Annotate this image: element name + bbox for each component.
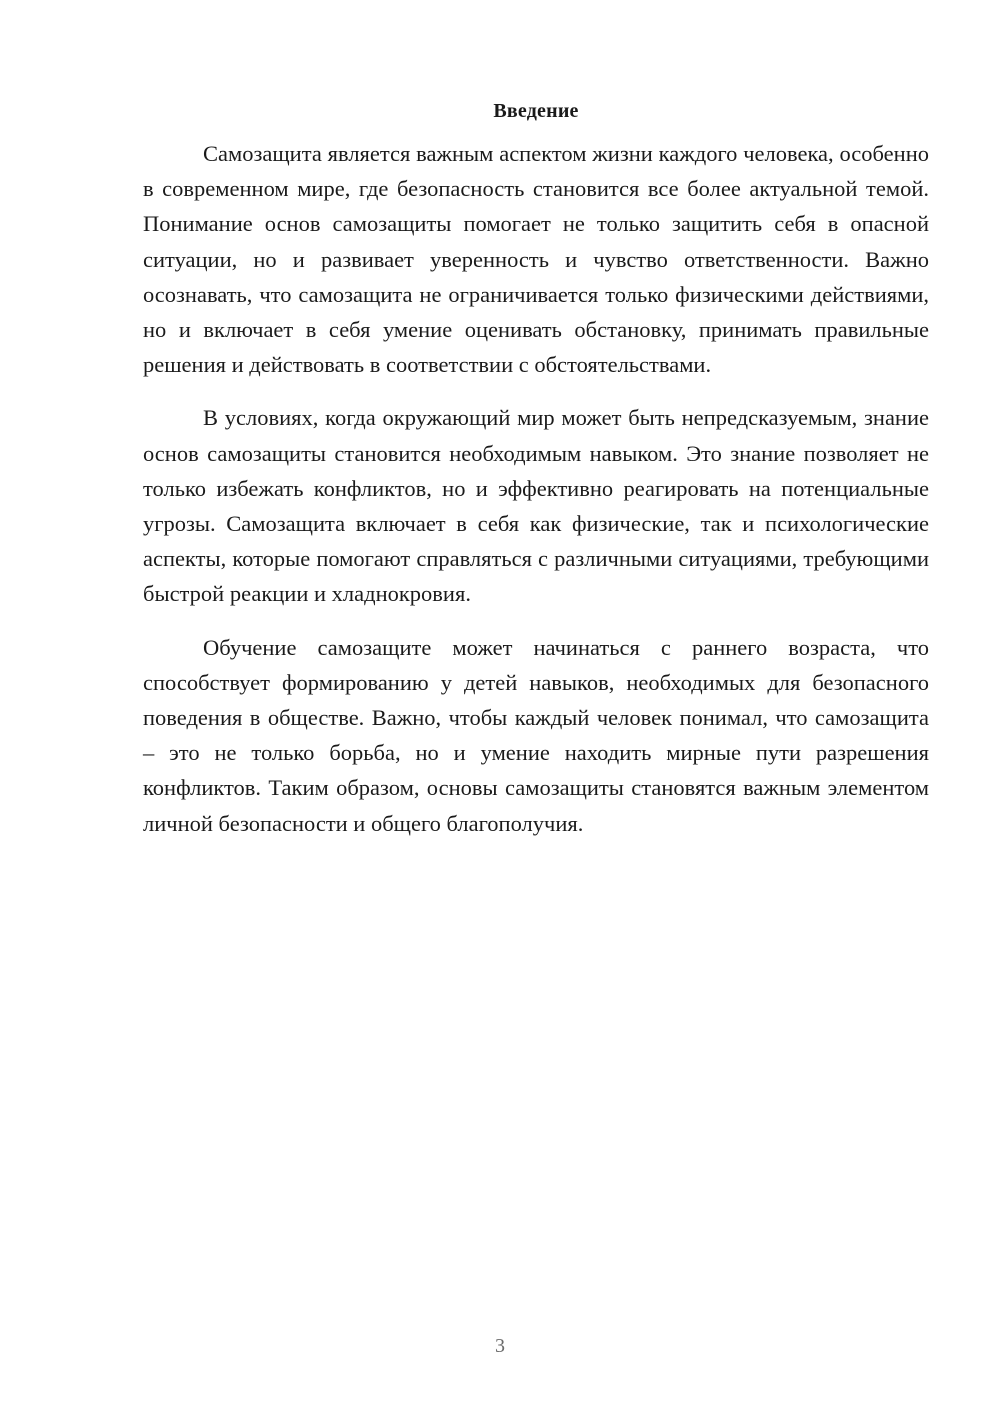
- document-body: [143, 96, 929, 841]
- page-number: 3: [495, 1335, 505, 1357]
- paragraph-3: Обучение самозащите может начинаться с раннего возраста, что способствует формированию у детей навыков, необходимых для безопасного поведения в обществе. Важно, чтобы каждый человек понимал, что самозащита – это не только борьба, но и умение находить мирные пути разрешения конфликтов. Таким образом, основы самозащиты становятся важным элементом личной безопасности и общего благополучия.: [143, 634, 929, 836]
- paragraph-1: Самозащита является важным аспектом жизни каждого человека, особенно в современном мире, где безопасность становится все более актуальной темой. Понимание основ самозащиты помогает не только защитить себя в опасной ситуации, но и развивает уверенность и чувство ответственности. Важно осознавать, что самозащита не ограничивается только физическими действиями, но и включает в себя умение оценивать обстановку, принимать правильные решения и действовать в соответствии с обстоятельствами.: [143, 141, 929, 378]
- paragraph-2: В условиях, когда окружающий мир может быть непредсказуемым, знание основ самозащиты становится необходимым навыком. Это знание позволяет не только избежать конфликтов, но и эффективно реагировать на потенциальные угрозы. Самозащита включает в себя как физические, так и психологические аспекты, которые помогают справляться с различными ситуациями, требующими быстрой реакции и хладнокровия.: [143, 405, 929, 607]
- section-title: Введение: [493, 100, 579, 122]
